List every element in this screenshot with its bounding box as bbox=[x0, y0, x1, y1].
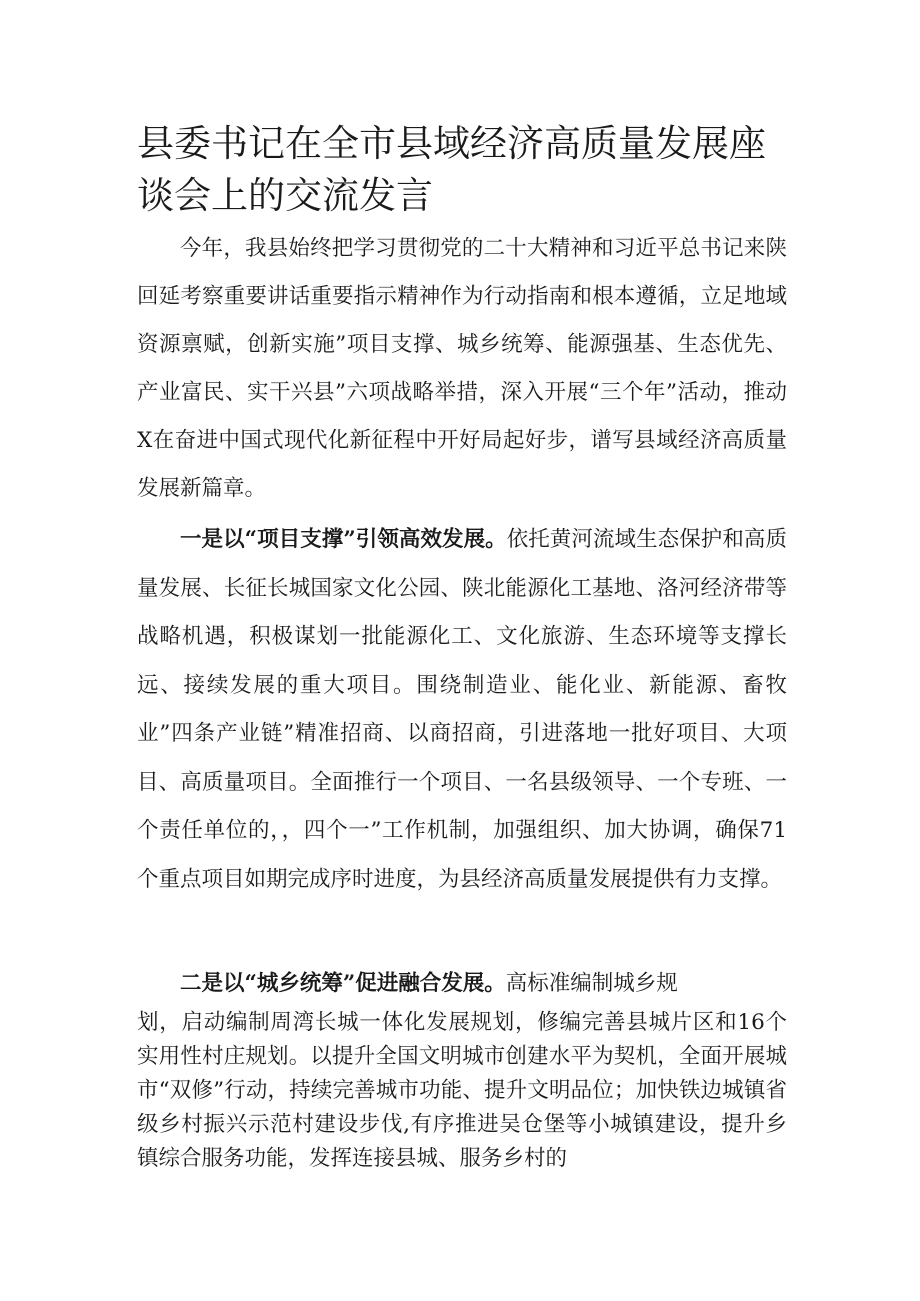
paragraph-urban-rural bbox=[137, 960, 787, 1008]
document-title: 县委书记在全市县域经济高质量发展座谈会上的交流发言 bbox=[137, 122, 766, 217]
paragraph-project-support-lead: 一是以“项目支撑”引领高效发展。 bbox=[180, 527, 507, 552]
paragraph-project-support-text: 依托黄河流域生态保护和高质量发展、长征长城国家文化公园、陕北能源化工基地、洛河经济带等战略机遇，积极谋划一批能源化工、文化旅游、生态环境等支撑长远、接续发展的重大项目。围绕制造业、能化业、新能源、畜牧业”四条产业链”精准招商、以商招商，引进落地一批好项目、大项目、高质量项目。全面推行一个项目、一名县级领导、一个专班、一个责任单位的，，四个一”工作机制，加强组织、加大协调，确保71个重点项目如期完成序时进度，为县经济高质量发展提供有力支撑。 bbox=[137, 527, 787, 892]
paragraph-urban-rural-continued-text: 划，启动编制周湾长城一体化发展规划，修编完善县城片区和16个实用性村庄规划。以提升全国文明城市创建水平为契机，全面开展城市“双修”行动，持续完善城市功能、提升文明品位；加快铁边城镇省级乡村振兴示范村建设步伐,有序推进吴仓堡等小城镇建设，提升乡镇综合服务功能，发挥连接县城、服务乡村的 bbox=[137, 1010, 787, 1171]
paragraph-urban-rural-text: 高标准编制城乡规 bbox=[505, 971, 678, 996]
paragraph-urban-rural-continued bbox=[137, 1006, 787, 1176]
paragraph-project-support bbox=[137, 516, 787, 904]
paragraph-urban-rural-lead: 二是以“城乡统筹”促进融合发展。 bbox=[180, 971, 506, 996]
paragraph-intro-text: 今年，我县始终把学习贯彻党的二十大精神和习近平总书记来陕回延考察重要讲话重要指示精神作为行动指南和根本遵循，立足地域资源禀赋，创新实施”项目支撑、城乡统筹、能源强基、生态优先、产业富民、实干兴县”六项战略举措，深入开展“三个年”活动，推动X在奋进中国式现代化新征程中开好局起好步，谱写县域经济高质量发展新篇章。 bbox=[137, 236, 787, 501]
paragraph-intro bbox=[137, 225, 787, 513]
